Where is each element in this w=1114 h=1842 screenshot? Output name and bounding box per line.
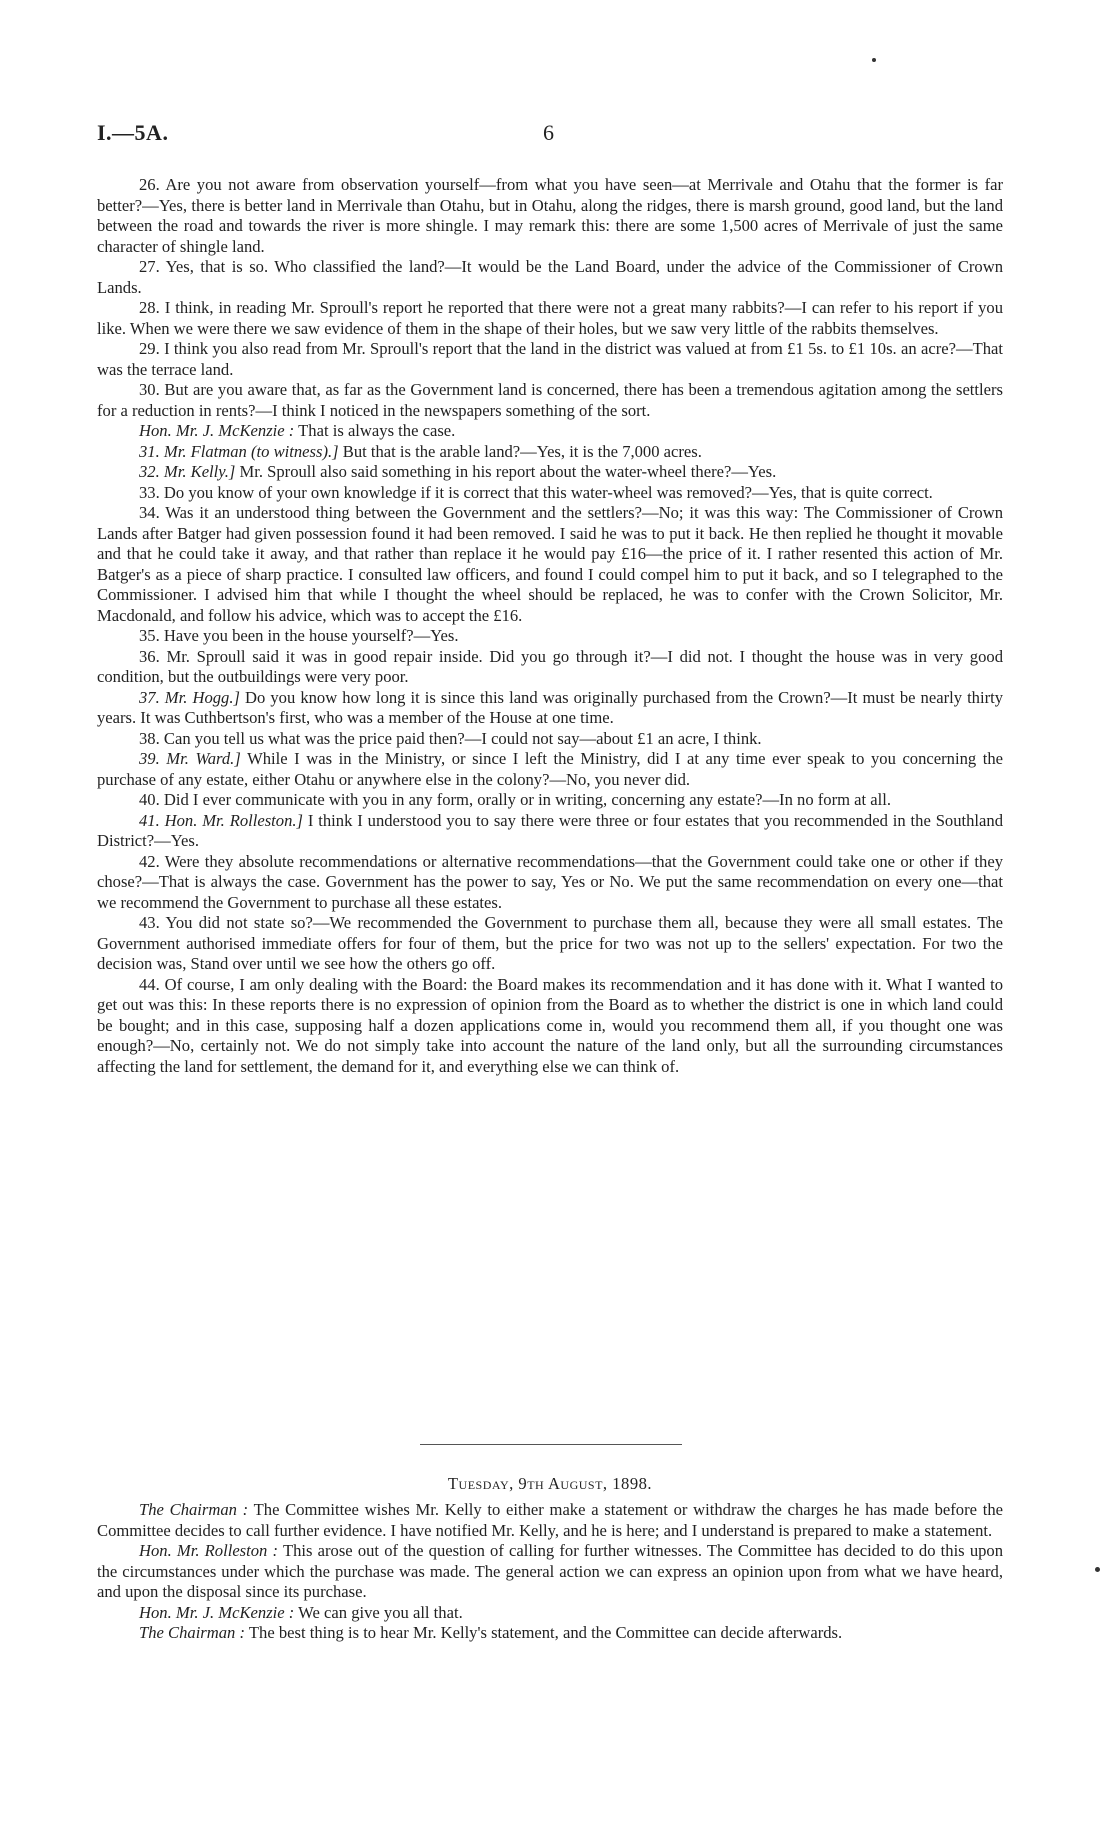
paragraph-text: The Committee wishes Mr. Kelly to either make a statement or withdraw the charges he has made before the Committee decides to call further evidence. I have notified Mr. Kelly, and he is here; and I understand is prepared to make a statement. [97,1500,1003,1540]
session-paragraph [97,1623,1003,1644]
session-paragraph [97,1603,1003,1624]
paragraph-text: 38. Can you tell us what was the price paid then?—I could not say—about £1 an acre, I think. [139,728,762,748]
session-body [97,1500,1003,1644]
paragraph-44 [97,975,1003,1078]
paragraph-text: 34. Was it an understood thing between the Government and the settlers?—No; it was this way: The Commissioner of Crown Lands after Batger had given possession found it had been removed. I said he was to put it back. He then replied he thought it movable and that he could take it away, and that rather than replace it he would pay £16—the price of it. I rather resented this action of Mr. Batger's as a piece of sharp practice. I consulted law officers, and found I could compel him to put it back, and so I telegraphed to the Commissioner. I advised him that while I thought the wheel should be replaced, he was to confer with the Crown Solicitor, Mr. Macdonald, and follow his advice, which was to accept the £16. [97,503,1003,625]
paragraph-28 [97,298,1003,339]
paragraph-37 [97,688,1003,729]
paragraph-text: 44. Of course, I am only dealing with the Board: the Board makes its recommendation and it has done with it. What I wanted to get out was this: In these reports there is no expression of opinion from the Board as to whether the district is one in which land could be bought; and in this case, supposing half a dozen applications come in, would you recommend them all, if you thought one was enough?—No, certainly not. We do not simply take into account the nature of the land only, but all the surrounding circumstances affecting the land for settlement, the demand for it, and everything else we can think of. [97,974,1003,1076]
paragraph-39 [97,749,1003,790]
session-date-heading: Tuesday, 9th August, 1898. [447,1474,653,1493]
paragraph-29 [97,339,1003,380]
paragraph-text: 36. Mr. Sproull said it was in good repair inside. Did you go through it?—I did not. I thought the house was in very good condition, but the outbuildings were very poor. [97,646,1003,686]
speaker: Hon. Mr. J. McKenzie : [139,1602,295,1622]
page-number: 6 [543,120,554,145]
paragraph-30 [97,380,1003,421]
scan-speck [1095,1567,1100,1572]
paragraph-text: 42. Were they absolute recommendations or alternative recommendations—that the Government could take one or other if they chose?—That is always the case. Government has the power to say, Yes or No. We put the same recommendation on every one—that we recommend the Government to purchase all these estates. [97,851,1003,912]
paragraph-text: 40. Did I ever communicate with you in any form, orally or in writing, concerning any estate?—In no form at all. [139,790,892,809]
paragraph-text: 27. Yes, that is so. Who classified the land?—It would be the Land Board, under the advice of the Commissioner of Crown Lands. [97,257,1003,297]
paragraph-text: 35. Have you been in the house yourself?—Yes. [139,626,459,645]
testimony-body [97,175,1003,1077]
paragraph-text: 30. But are you aware that, as far as the Government land is concerned, there has been a tremendous agitation among the settlers for a reduction in rents?—I think I noticed in the newspapers something of the sort. [97,380,1003,420]
speaker: The Chairman : [139,1500,249,1519]
paragraph-33 [97,483,1003,504]
paragraph-text: 43. You did not state so?—We recommended the Government to purchase them all, because they were all small estates. The Government authorised immediate offers for four of them, but the price for two was not up to the sellers' expectation. For two the decision was, Stand over until we see how the others go off. [97,913,1003,973]
scan-speck [872,58,876,62]
paragraph-31 [97,442,1003,463]
session-paragraph [97,1500,1003,1541]
paragraph-text: I think I understood you to say there were three or four estates that you recommended in the Southland District?—Yes. [97,810,1004,850]
speaker: Hon. Mr. Rolleston : [139,1541,279,1560]
paragraph-42 [97,852,1003,914]
speaker: Hon. Mr. J. McKenzie : [139,421,295,440]
paragraph-mckenzie [97,421,1003,442]
paragraph-36 [97,647,1003,688]
paragraph-27 [97,257,1003,298]
speaker: 41. Hon. Mr. Rolleston.] [139,810,303,830]
paragraph-text: 28. I think, in reading Mr. Sproull's report he reported that there were not a great many rabbits?—I can refer to his report if you like. When we were there we saw evidence of them in the shape of their holes, but we saw very little of the rabbits themselves. [97,298,1003,338]
paragraph-text: We can give you all that. [298,1602,463,1622]
paragraph-text: 29. I think you also read from Mr. Sproull's report that the land in the district was valued at from £1 5s. to £1 10s. an acre?—That was the terrace land. [97,339,1003,379]
paragraph-41 [97,811,1003,852]
speaker: 37. Mr. Hogg.] [139,687,240,707]
paragraph-32 [97,462,1003,483]
paragraph-26 [97,175,1003,257]
paragraph-text: That is always the case. [298,421,456,440]
speaker: 31. Mr. Flatman (to witness).] [139,441,339,461]
paragraph-text: While I was in the Ministry, or since I left the Ministry, did I at any time ever speak to you concerning the purchase of any estate, either Otahu or anywhere else in the colony?—No, you never did. [97,749,1003,789]
page-header [97,120,1005,152]
paragraph-35 [97,626,1003,647]
paragraph-text: Mr. Sproull also said something in his report about the water-wheel there?—Yes. [239,462,777,481]
document-reference: I.—5A. [97,120,169,145]
paragraph-34 [97,503,1003,626]
paragraph-text: 33. Do you know of your own knowledge if it is correct that this water-wheel was removed?—Yes, that is quite correct. [139,482,933,502]
paragraph-text: This arose out of the question of calling for further witnesses. The Committee has decided to do this upon the circumstances under which the purchase was made. The general action we can express an opinion upon from what we have heard, and upon the disposal since its purchase. [97,1541,1004,1601]
paragraph-text: Do you know how long it is since this land was originally purchased from the Crown?—It must be nearly thirty years. It was Cuthbertson's first, who was a member of the House at one time. [97,687,1004,727]
speaker: 39. Mr. Ward.] [139,749,241,768]
speaker: 32. Mr. Kelly.] [139,462,236,481]
paragraph-43 [97,913,1003,975]
session-paragraph [97,1541,1003,1603]
paragraph-text: But that is the arable land?—Yes, it is the 7,000 acres. [342,441,702,461]
section-divider [420,1444,682,1445]
speaker: The Chairman : [139,1623,246,1642]
paragraph-38 [97,729,1003,750]
paragraph-text: 26. Are you not aware from observation yourself—from what you have seen—at Merrivale and Otahu that the former is far better?—Yes, there is better land in Merrivale than Otahu, but in Otahu, along the ridges, there is marsh ground, good land, but the land between the road and towards the river is more shingle. I may remark this: there are some 1,500 acres of Merrivale of just the same character of shingle land. [97,175,1003,256]
paragraph-text: The best thing is to hear Mr. Kelly's statement, and the Committee can decide afterwards. [248,1623,843,1642]
paragraph-40 [97,790,1003,811]
